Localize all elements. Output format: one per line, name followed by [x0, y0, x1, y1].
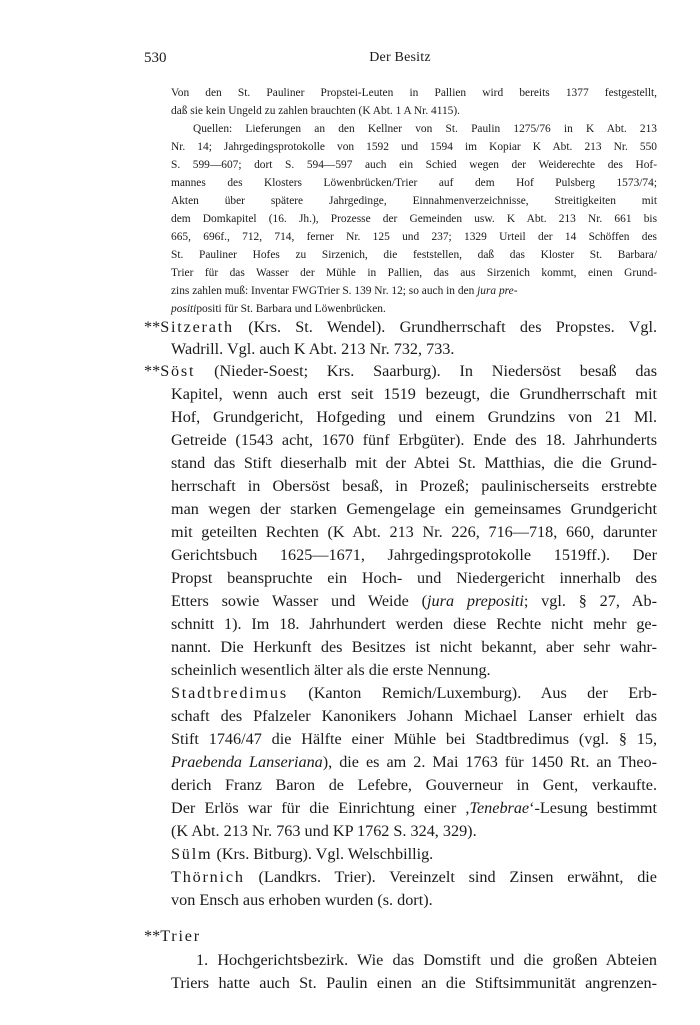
- entry-line: [171, 753, 657, 772]
- note-line: [171, 285, 518, 297]
- entry-text: (Kanton Remich/Luxemburg). Aus der Erb-: [287, 684, 657, 702]
- entry-line: [171, 799, 657, 818]
- entry-italic: jura prepositi: [427, 592, 524, 610]
- entry-thoernich: [171, 868, 657, 887]
- entry-text: ; vgl. § 27, Ab-: [523, 592, 657, 610]
- entry-line: Kapitel, wenn auch erst seit 1519 bezeugt, die Grundherrschaft mit: [171, 385, 657, 403]
- note-line: S. 599—607; dort S. 594—597 auch ein Schied wegen der Weiderechte des Hof-: [171, 159, 657, 171]
- note-line: Trier für das Wasser der Mühle in Pallien, das aus Sirzenich kommt, einen Grund-: [171, 267, 657, 279]
- note-line: Akten über spätere Jahrgedinge, Einnahmenverzeichnisse, Streitigkeiten mit: [171, 195, 657, 207]
- note-line: mannes des Klosters Löwenbrücken/Trier auf dem Hof Pulsberg 1573/74;: [171, 177, 657, 189]
- entry-line: Gerichtsbuch 1625—1671, Jahrgedingsprotokolle 1519ff.). Der: [171, 546, 657, 564]
- entry-line: mit geteilten Rechten (K Abt. 213 Nr. 226, 716—718, 660, darunter: [171, 523, 657, 541]
- entry-name: Sülm: [171, 845, 213, 863]
- entry-line: nannt. Die Herkunft des Besitzes ist nicht bekannt, aber sehr wahr-: [171, 638, 657, 656]
- note-italic: jura pre-: [477, 285, 518, 297]
- entry-marker: **: [144, 318, 161, 336]
- note-line: [171, 303, 386, 315]
- entry-text: ‘-Lesung bestimmt: [529, 799, 657, 817]
- entry-name: Sitzerath: [160, 318, 234, 336]
- entry-line: stand das Stift dieserhalb mit der Abtei St. Matthias, die die Grund-: [171, 454, 657, 472]
- entry-name: Söst: [160, 362, 196, 380]
- note-line: St. Pauliner Hofes zu Sirzenich, die feststellen, daß das Kloster St. Barbara/: [171, 249, 657, 261]
- entry-line: scheinlich wesentlich älter als die erste Nennung.: [171, 661, 491, 679]
- note-line: Von den St. Pauliner Propstei-Leuten in Pallien wird bereits 1377 festgestellt,: [171, 87, 657, 99]
- entry-text: Etters sowie Wasser und Weide (: [171, 592, 428, 610]
- entry-name: Thörnich: [171, 868, 245, 886]
- note-text: positi für St. Barbara und Löwenbrücken.: [196, 303, 386, 315]
- entry-name: Trier: [160, 927, 201, 945]
- entry-text: (Krs. Bitburg). Vgl. Welschbillig.: [212, 845, 434, 863]
- entry-line: herrschaft in Obersöst besaß, in Prozeß; paulinischerseits erstrebte: [171, 477, 657, 495]
- entry-line: Hof, Grundgericht, Hofgeding und einem Grundzins von 21 Ml.: [171, 408, 657, 426]
- note-line: daß sie kein Ungeld zu zahlen brauchten (K Abt. 1 A Nr. 4115).: [171, 105, 461, 117]
- entry-line: Wadrill. Vgl. auch K Abt. 213 Nr. 732, 733.: [171, 340, 455, 358]
- entry-soest: [144, 362, 657, 381]
- note-text: zins zahlen muß: Inventar FWGTrier S. 139 Nr. 12; so auch in den: [171, 285, 478, 297]
- entry-text: (Landkrs. Trier). Vereinzelt sind Zinsen erwähnt, die: [244, 868, 657, 886]
- note-line: Quellen: Lieferungen an den Kellner von St. Paulin 1275/76 in K Abt. 213: [193, 123, 657, 135]
- entry-line: Triers hatte auch St. Paulin einen an die Stiftsimmunität angrenzen-: [171, 974, 657, 992]
- entry-line: Getreide (1543 acht, 1670 fünf Erbgüter). Ende des 18. Jahrhunderts: [171, 431, 657, 449]
- entry-line: derich Franz Baron de Lefebre, Gouverneur in Gent, verkaufte.: [171, 776, 657, 794]
- entry-italic: Tenebrae: [469, 799, 530, 817]
- entry-line: [171, 592, 657, 611]
- note-line: Nr. 14; Jahrgedingsprotokolle von 1592 und 1594 im Kopiar K Abt. 213 Nr. 550: [171, 141, 657, 153]
- entry-text: ), die es am 2. Mai 1763 für 1450 Rt. an Theo-: [322, 753, 658, 771]
- entry-trier: [144, 927, 201, 946]
- entry-line: von Ensch aus erhoben wurden (s. dort).: [171, 891, 433, 909]
- entry-line: schaft des Pfalzeler Kanonikers Johann Michael Lanser erhielt das: [171, 707, 657, 725]
- entry-line: Propst beanspruchte ein Hoch- und Niedergericht innerhalb des: [171, 569, 657, 587]
- entry-line: (K Abt. 213 Nr. 763 und KP 1762 S. 324, 329).: [171, 822, 477, 840]
- running-title: Der Besitz: [369, 50, 431, 65]
- note-line: dem Domkapitel (16. Jh.), Prozesse der Gemeinden usw. K Abt. 213 Nr. 661 bis: [171, 213, 657, 225]
- page-number: 530: [144, 50, 167, 66]
- entry-sitzerath: [144, 318, 657, 337]
- entry-marker: **: [144, 927, 161, 945]
- entry-text: (Krs. St. Wendel). Grundherrschaft des Propstes. Vgl.: [233, 318, 657, 336]
- note-italic: positi: [171, 303, 197, 315]
- entry-line: man wegen der starken Gemengelage ein gemeinsames Grundgericht: [171, 500, 657, 518]
- page-header: [144, 50, 656, 70]
- entry-line: Stift 1746/47 die Hälfte einer Mühle bei Stadtbredimus (vgl. § 15,: [171, 730, 657, 748]
- entry-stadtbredimus: [171, 684, 657, 703]
- entry-italic: Praebenda Lanseriana: [171, 753, 323, 771]
- entry-text: Der Erlös war für die Einrichtung einer ,: [171, 799, 470, 817]
- entry-line: 1. Hochgerichtsbezirk. Wie das Domstift und die großen Abteien: [196, 951, 657, 969]
- entry-marker: **: [144, 362, 161, 380]
- entry-text: (Nieder-Soest; Krs. Saarburg). In Niedersöst besaß das: [195, 362, 657, 380]
- note-line: 665, 696f., 712, 714, ferner Nr. 125 und 237; 1329 Urteil der 14 Schöffen des: [171, 231, 657, 243]
- entry-line: schnitt 1). Im 18. Jahrhundert werden diese Rechte nicht mehr ge-: [171, 615, 657, 633]
- entry-name: Stadtbredimus: [171, 684, 288, 702]
- entry-suelm: [171, 845, 433, 864]
